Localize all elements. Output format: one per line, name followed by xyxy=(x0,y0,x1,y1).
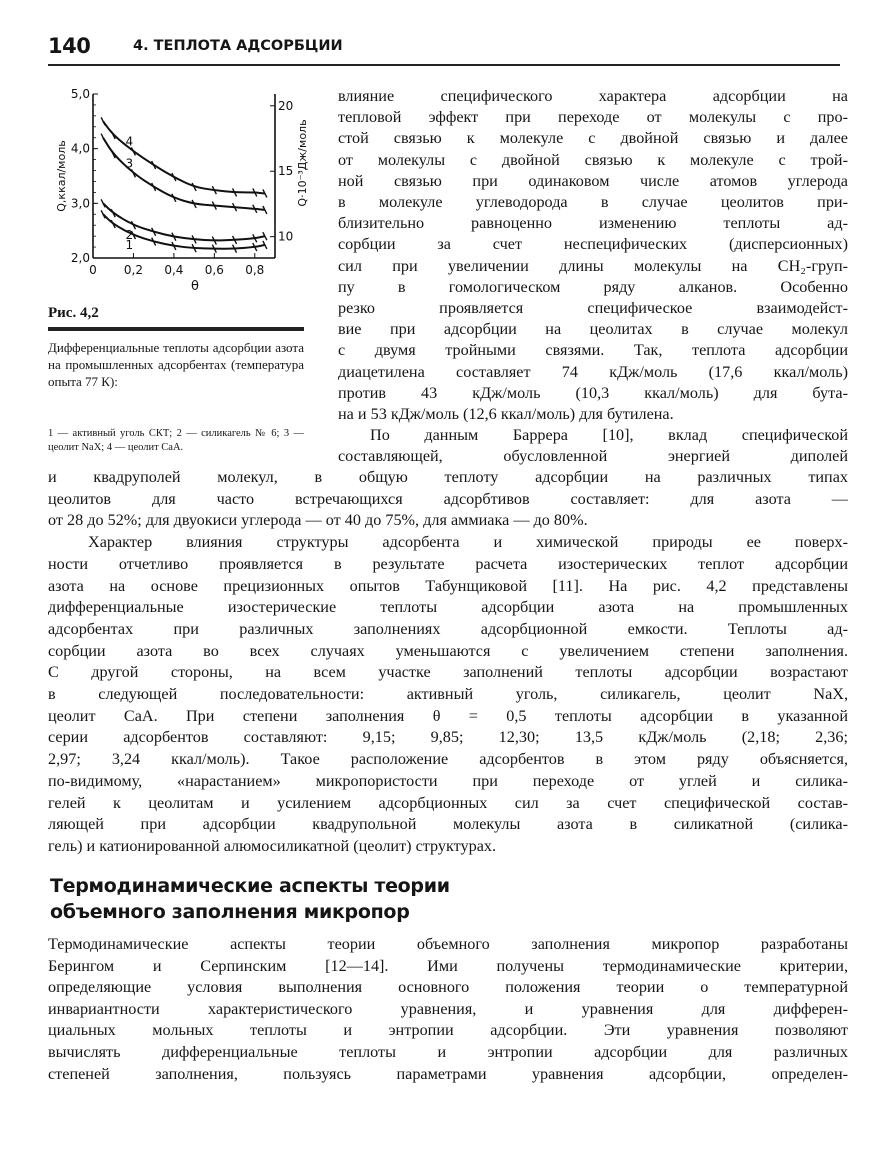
figure-label: Рис. 4,2 xyxy=(48,305,99,321)
y2-axis-label: Q·10⁻³Дж/моль xyxy=(296,119,309,207)
text-line: цеолитов для часто встречающихся адсорбтивов составляет: для азота — xyxy=(48,489,848,508)
figure-legend: 1 — активный уголь СКТ; 2 — силикагель № 6; 3 — цеолит NaX; 4 — цеолит CaA. xyxy=(48,428,304,453)
x-tick-label: 0,6 xyxy=(204,263,224,277)
text-line: пу в гомологическом ряду алканов. Особенно xyxy=(338,277,848,296)
text-line: близительно равноценно изменению теплоты ад- xyxy=(338,214,848,233)
x-tick-label: 0 xyxy=(89,263,97,277)
y-tick-label: 3,0 xyxy=(70,196,90,211)
text-line: на и 53 кДж/моль (12,6 ккал/моль) для бутилена. xyxy=(338,405,674,423)
figure-chart xyxy=(48,78,320,296)
figure-rule xyxy=(48,327,304,331)
y-axis-label: Q,ккал/моль xyxy=(55,140,68,212)
text-line: ляющей при адсорбции квадрупольной молекулы азота в силикатной (силика- xyxy=(48,815,848,834)
series-3-point xyxy=(101,134,105,142)
text-line: резко проявляется специфическое взаимодейст- xyxy=(338,299,848,317)
x-tick-label: 0,2 xyxy=(123,263,143,277)
text-line: С другой стороны, на всем участке заполнений теплоты адсорбции возрастают xyxy=(48,663,848,682)
text-line: Термодинамические аспекты теории объемного заполнения микропор разработаны xyxy=(48,935,848,953)
text-line: степеней заполнения, пользуясь параметрами уравнения адсорбции, определен- xyxy=(48,1064,848,1083)
text-line: стой связью к молекуле с двойной связью и далее xyxy=(338,129,848,148)
y-tick-label: 4,0 xyxy=(70,141,90,156)
text-line: цеолит CaA. При степени заполнения θ = 0,5 теплоты адсорбции в указанной xyxy=(48,706,848,725)
text-line: гелей к цеолитам и усилением адсорбционных сил за счет специфической состав- xyxy=(48,793,848,812)
text-line: против 43 кДж/моль (10,3 ккал/моль) для бута- xyxy=(338,383,848,402)
text-line: сорбции за счет неспецифических (дисперсионных) xyxy=(338,235,848,254)
series-4-label: 4 xyxy=(125,134,134,149)
text-line: По данным Баррера [10], вклад специфической xyxy=(370,426,848,445)
text-line: вие при адсорбции на цеолитах в случае молекул xyxy=(338,320,848,339)
series-1-label: 1 xyxy=(125,238,134,253)
text-line: гель) и катионированной алюмосиликатной (цеолит) структурах. xyxy=(48,836,497,855)
text-line: азота на основе прецизионных опытов Табунщиковой [11]. На рис. 4,2 представлены xyxy=(48,576,848,595)
x-tick-label: 0,4 xyxy=(164,263,184,277)
chapter-title: 4. ТЕПЛОТА АДСОРБЦИИ xyxy=(133,38,343,54)
text-line: в следующей последовательности: активный уголь, силикагель, цеолит NaX, xyxy=(48,685,848,703)
text-line: дифференциальные изостерические теплоты адсорбции азота на промышленных xyxy=(48,598,848,617)
text-line: составляющей, обусловленной энергией диполей xyxy=(338,447,848,466)
text-line: Берингом и Серпинским [12—14]. Ими получены термодинамические критерии, xyxy=(48,956,848,975)
x-tick-label: 0,8 xyxy=(245,263,265,277)
y2-tick-label: 20 xyxy=(278,98,294,113)
text-line: серии адсорбентов составляют: 9,15; 9,85; 12,30; 13,5 кДж/моль (2,18; 2,36; xyxy=(48,728,848,747)
text-line: от молекулы с двойной связью к молекуле с трой- xyxy=(338,150,848,169)
x-axis-label: θ xyxy=(191,279,199,294)
text-line: ности отчетливо проявляется в результате расчета изостерических теплот адсорбции xyxy=(48,554,848,573)
series-3-line xyxy=(103,138,265,210)
text-line: влияние специфического характера адсорбции на xyxy=(338,87,848,105)
text-line: ной связью при одинаковом числе атомов углерода xyxy=(338,171,848,190)
series-2-label: 2 xyxy=(125,228,134,243)
text-line: адсорбентах при различных заполнениях адсорбционной емкости. Теплоты ад- xyxy=(48,619,848,638)
text-line: Характер влияния структуры адсорбента и химической природы ее поверх- xyxy=(88,533,848,552)
y2-tick-label: 15 xyxy=(278,164,294,179)
text-line: по-видимому, «нарастанием» микропористости при переходе от углей и силика- xyxy=(48,771,848,790)
text-line: сил при увеличении длины молекулы на CH₂-груп- xyxy=(338,256,848,275)
text-line: в молекуле углеводорода в случае цеолитов при- xyxy=(338,193,848,211)
y2-tick-label: 10 xyxy=(278,229,294,244)
section-title-line-1: Термодинамические аспекты теории xyxy=(50,875,450,897)
page-number: 140 xyxy=(48,34,91,58)
text-line: вычислять дифференциальные теплоты и энтропии адсорбции для различных xyxy=(48,1043,848,1061)
y-tick-label: 2,0 xyxy=(70,251,90,265)
section-title-line-2: объемного заполнения микропор xyxy=(50,901,410,923)
text-line: определяющие условия выполнения основного положения теории о температурной xyxy=(48,978,848,997)
text-line: циальных мольных теплоты и энтропии адсорбции. Эти уравнения позволяют xyxy=(48,1021,848,1040)
series-4-point xyxy=(101,117,105,125)
text-line: и квадруполей молекул, в общую теплоту адсорбции на различных типах xyxy=(48,468,848,486)
text-line: с двумя тройными связями. Так, теплота адсорбции xyxy=(338,341,848,360)
figure-caption: Дифференциальные теплоты адсорбции азота на промышленных адсорбентах (температура опыта 77 К): xyxy=(48,340,304,389)
text-line: 2,97; 3,24 ккал/моль). Такое расположение адсорбентов в этом ряду объясняется, xyxy=(48,750,848,769)
y-tick-label: 5,0 xyxy=(70,87,90,101)
text-line: диацетилена составляет 74 кДж/моль (17,6 ккал/моль) xyxy=(338,362,848,381)
header-rule xyxy=(48,64,840,66)
text-line: сорбции азота во всех случаях уменьшаются с увеличением степени заполнения. xyxy=(48,641,848,660)
series-3-label: 3 xyxy=(125,156,134,171)
text-line: от 28 до 52%; для двуокиси углерода — от 40 до 75%, для аммиака — до 80%. xyxy=(48,511,588,530)
text-line: тепловой эффект при переходе от молекулы с про- xyxy=(338,108,848,127)
text-line: инвариантности характеристического уравнения, и уравнения для дифферен- xyxy=(48,999,848,1018)
